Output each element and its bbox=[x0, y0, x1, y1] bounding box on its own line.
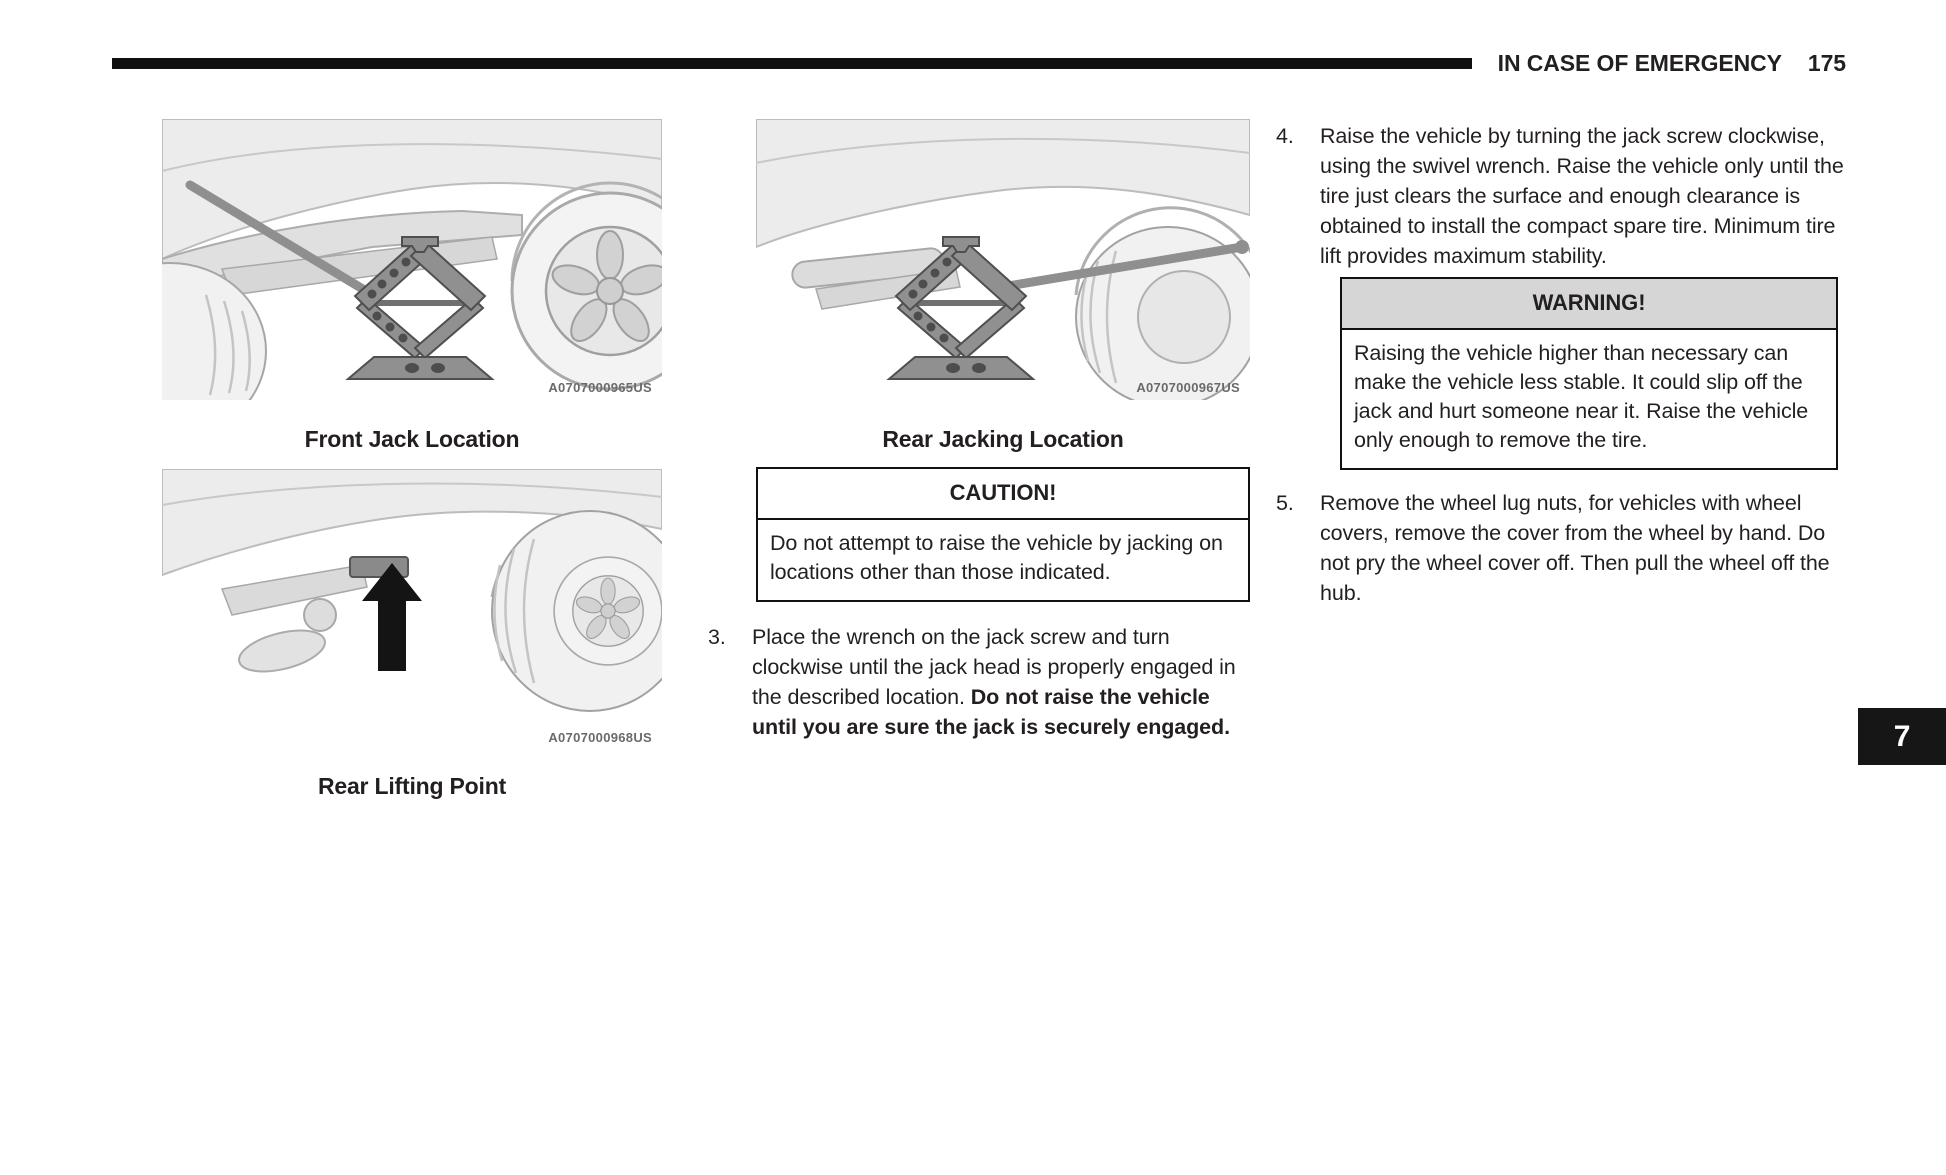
step-4 bbox=[1276, 121, 1846, 271]
rear-jacking-illustration bbox=[756, 119, 1250, 400]
step-text: Remove the wheel lug nuts, for vehicles with wheel covers, remove the cover from the wheel by hand. Do not pry the wheel cover off. Then pull the wheel off the hub. bbox=[1320, 491, 1830, 605]
left-column bbox=[162, 119, 662, 800]
chapter-tab: 7 bbox=[1858, 708, 1946, 765]
step-text-bold: Do not raise the vehicle until you are sure the jack is securely engaged. bbox=[752, 685, 1230, 739]
front-jack-illustration bbox=[162, 119, 662, 400]
right-column bbox=[1276, 121, 1846, 608]
figure-rear-jacking bbox=[756, 119, 1250, 400]
up-arrow-icon bbox=[362, 563, 422, 671]
section-title: IN CASE OF EMERGENCY bbox=[1497, 50, 1782, 76]
warning-box-body: Raising the vehicle higher than necessary can make the vehicle less stable. It could slip off the jack and hurt someone near it. Raise the vehicle only enough to remove the tire. bbox=[1354, 341, 1809, 452]
caution-box-title: CAUTION! bbox=[758, 469, 1248, 520]
step-number: 5. bbox=[1276, 491, 1294, 515]
figure-caption-front-jack: Front Jack Location bbox=[304, 426, 520, 452]
header-rule bbox=[112, 58, 1472, 69]
figure-code: A0707000967US bbox=[1136, 380, 1240, 395]
figure-front-jack bbox=[162, 119, 662, 400]
page-number: 175 bbox=[1807, 50, 1846, 76]
step-number: 4. bbox=[1276, 124, 1294, 148]
page-header bbox=[112, 50, 1846, 77]
caution-box bbox=[756, 467, 1250, 602]
step-text-normal: Place the wrench on the jack screw and turn clockwise until the jack head is properly engaged in the described location. bbox=[752, 625, 1236, 709]
step-number: 3. bbox=[708, 625, 726, 649]
front-wheel-icon bbox=[512, 183, 662, 389]
figure-caption-rear-jacking: Rear Jacking Location bbox=[882, 426, 1124, 452]
rear-tire-icon bbox=[1076, 208, 1250, 400]
step-text: Raise the vehicle by turning the jack screw clockwise, using the swivel wrench. Raise the vehicle only until the tire just clears the surface and enough clearance is obtained to install the compact spare tire. Minimum tire lift provides maximum stability. bbox=[1320, 124, 1844, 268]
warning-box-title: WARNING! bbox=[1342, 279, 1836, 330]
step-text bbox=[752, 622, 1242, 742]
figure-code: A0707000968US bbox=[548, 730, 652, 745]
wrench-swivel-end bbox=[1235, 240, 1249, 254]
figure-caption-rear-lifting: Rear Lifting Point bbox=[317, 773, 507, 799]
step-3 bbox=[708, 622, 1254, 742]
rear-lifting-illustration bbox=[162, 469, 662, 727]
step-5 bbox=[1276, 488, 1846, 608]
figure-code: A0707000965US bbox=[548, 380, 652, 395]
caution-box-body: Do not attempt to raise the vehicle by jacking on locations other than those indicated. bbox=[770, 531, 1223, 584]
rear-wheel-icon bbox=[492, 511, 662, 711]
figure-rear-lifting bbox=[162, 469, 662, 745]
middle-column bbox=[708, 119, 1254, 742]
warning-box bbox=[1340, 277, 1838, 470]
